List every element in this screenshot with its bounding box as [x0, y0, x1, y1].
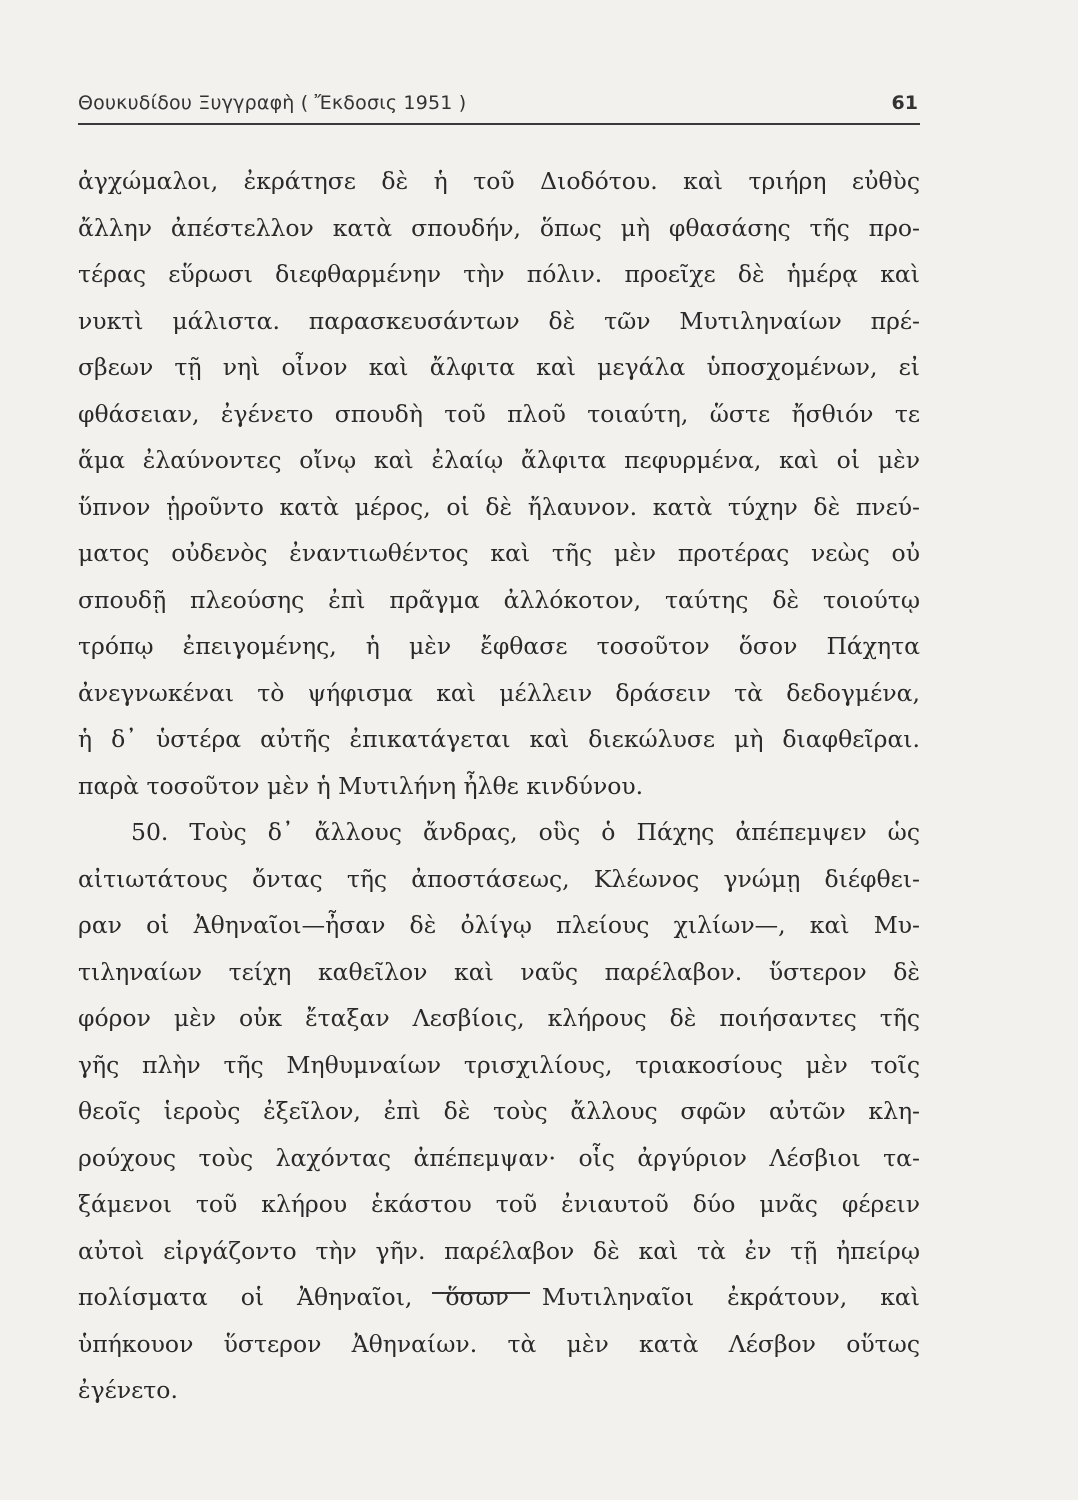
- text-line: ρούχους τοὺς λαχόντας ἀπέπεμψαν· οἷς ἀργύριον Λέσβιοι τα-: [78, 1143, 920, 1172]
- text-line: ἐγένετο.: [78, 1376, 178, 1404]
- end-rule: [432, 1292, 530, 1294]
- body-text: [78, 158, 920, 1414]
- text-line: αἰτιωτάτους ὄντας τῆς ἀποστάσεως, Κλέωνος γνώμῃ διέφθει-: [78, 864, 920, 893]
- text-line: τιληναίων τείχη καθεῖλον καὶ ναῦς παρέλαβον. ὕστερον δὲ: [78, 957, 920, 986]
- text-line: τρόπῳ ἐπειγομένης, ἡ μὲν ἔφθασε τοσοῦτον ὅσον Πάχητα: [78, 632, 920, 660]
- text-line: παρὰ τοσοῦτον μὲν ἡ Μυτιλήνη ἦλθε κινδύνου.: [78, 771, 644, 800]
- paragraph-50: [78, 809, 920, 1414]
- text-line: γῆς πλὴν τῆς Μηθυμναίων τρισχιλίους, τριακοσίους μὲν τοῖς: [78, 1050, 920, 1079]
- text-line: ματος οὐδενὸς ἐναντιωθέντος καὶ τῆς μὲν προτέρας νεὼς οὐ: [78, 539, 920, 567]
- text-line: σβεων τῇ νηὶ οἶνον καὶ ἄλφιτα καὶ μεγάλα ὑποσχομένων, εἰ: [78, 353, 920, 381]
- text-line: 50. Τοὺς δ᾽ ἄλλους ἄνδρας, οὓς ὁ Πάχης ἀπέπεμψεν ὡς: [131, 818, 920, 846]
- text-line: τέρας εὕρωσι διεφθαρμένην τὴν πόλιν. προεῖχε δὲ ἡμέρᾳ καὶ: [78, 260, 920, 288]
- text-line: σπουδῇ πλεούσης ἐπὶ πρᾶγμα ἀλλόκοτον, ταύτης δὲ τοιούτῳ: [78, 585, 920, 614]
- text-line: φόρον μὲν οὐκ ἔταξαν Λεσβίοις, κλήρους δὲ ποιήσαντες τῆς: [78, 1004, 920, 1032]
- running-head: [78, 84, 918, 114]
- paragraph-49-end: [78, 158, 920, 809]
- text-line: ὕπνον ᾑροῦντο κατὰ μέρος, οἱ δὲ ἤλαυνον. κατὰ τύχην δὲ πνεύ-: [78, 492, 920, 521]
- text-line: ἅμα ἐλαύνοντες οἴνῳ καὶ ἐλαίῳ ἄλφιτα πεφυρμένα, καὶ οἱ μὲν: [78, 446, 920, 474]
- running-title: Θουκυδίδου Ξυγγραφὴ ( Ἔκδοσις 1951 ): [78, 92, 467, 114]
- text-line: πολίσματα οἱ Ἀθηναῖοι, ὅσων Μυτιληναῖοι ἐκράτουν, καὶ: [78, 1283, 920, 1311]
- page-number: 61: [891, 92, 918, 114]
- text-line: φθάσειαν, ἐγένετο σπουδὴ τοῦ πλοῦ τοιαύτη, ὥστε ἤσθιόν τε: [78, 399, 920, 428]
- text-line: ραν οἱ Ἀθηναῖοι—ἦσαν δὲ ὀλίγῳ πλείους χιλίων—, καὶ Μυ-: [78, 911, 920, 939]
- text-line: ἡ δ᾽ ὑστέρα αὐτῆς ἐπικατάγεται καὶ διεκώλυσε μὴ διαφθεῖραι.: [78, 725, 920, 753]
- header-rule: [78, 123, 920, 125]
- text-line: ἀνεγνωκέναι τὸ ψήφισμα καὶ μέλλειν δράσειν τὰ δεδογμένα,: [78, 678, 920, 707]
- text-line: ἄλλην ἀπέστελλον κατὰ σπουδήν, ὅπως μὴ φθασάσης τῆς προ-: [78, 213, 920, 242]
- text-line: ξάμενοι τοῦ κλήρου ἑκάστου τοῦ ἐνιαυτοῦ δύο μνᾶς φέρειν: [78, 1190, 920, 1218]
- text-line: θεοῖς ἱεροὺς ἐξεῖλον, ἐπὶ δὲ τοὺς ἄλλους σφῶν αὐτῶν κλη-: [78, 1097, 920, 1125]
- text-line: νυκτὶ μάλιστα. παρασκευσάντων δὲ τῶν Μυτιληναίων πρέ-: [78, 306, 920, 335]
- text-line: αὐτοὶ εἰργάζοντο τὴν γῆν. παρέλαβον δὲ καὶ τὰ ἐν τῇ ἠπείρῳ: [78, 1236, 920, 1265]
- text-line: ὑπήκουον ὕστερον Ἀθηναίων. τὰ μὲν κατὰ Λέσβον οὕτως: [78, 1329, 920, 1358]
- text-line: ἀγχώμαλοι, ἐκράτησε δὲ ἡ τοῦ Διοδότου. καὶ τριήρη εὐθὺς: [78, 167, 920, 195]
